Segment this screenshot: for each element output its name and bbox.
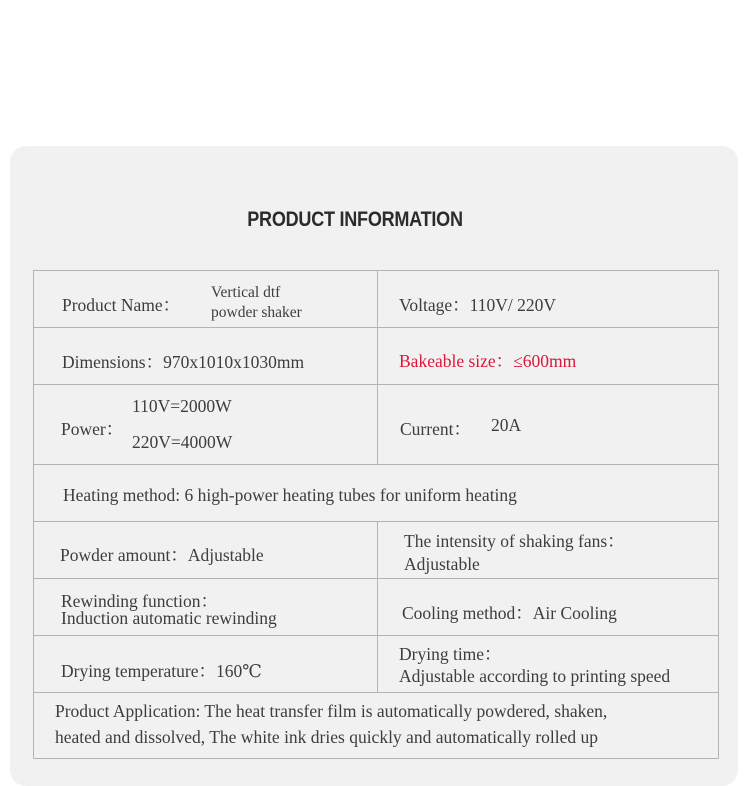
table-row [34,522,719,579]
table-row [34,636,719,693]
voltage-cell [378,271,719,328]
drying-temperature-text: Drying temperature：160℃ [61,661,262,681]
power-220-value: 220V=4000W [132,432,233,452]
shaking-fans-cell [378,522,719,579]
current-value: 20A [491,415,522,435]
application-cell [34,693,719,759]
power-cell [34,385,378,465]
product-name-value [211,283,302,323]
drying-temperature-cell [34,636,378,693]
power-110-value: 110V=2000W [132,396,232,416]
drying-time-label: Drying time： [399,644,502,664]
section-title: PRODUCT INFORMATION [247,208,463,231]
rewinding-label: Rewinding function： [61,591,218,611]
cooling-method-text: Cooling method：Air Cooling [402,603,617,623]
current-cell [378,385,719,465]
drying-time-value: Adjustable according to printing speed [399,666,671,686]
dimensions-cell [34,328,378,385]
rewinding-cell [34,579,378,636]
product-name-line: powder shaker [211,304,302,321]
power-label: Power： [61,419,124,439]
heating-method-text: Heating method: 6 high-power heating tubes for uniform heating [63,485,517,505]
table-row [34,328,719,385]
table-row [34,693,719,759]
powder-amount-text: Powder amount：Adjustable [60,545,264,565]
shaking-fans-label: The intensity of shaking fans： [404,531,625,551]
table-row [34,271,719,328]
bakeable-size-cell [378,328,719,385]
bakeable-size-text: Bakeable size：≤600mm [399,351,577,371]
cooling-method-cell [378,579,719,636]
shaking-fans-value: Adjustable [404,554,480,574]
table-row [34,385,719,465]
application-line: Product Application: The heat transfer film is automatically powdered, shaken, [55,701,608,721]
table-row [34,465,719,522]
product-name-cell [34,271,378,328]
spec-table [33,270,719,759]
drying-time-cell [378,636,719,693]
voltage-text: Voltage：110V/ 220V [399,295,557,315]
table-row [34,579,719,636]
product-name-line: Vertical dtf [211,284,281,301]
heating-method-cell [34,465,719,522]
current-label: Current： [400,419,471,439]
product-name-label: Product Name： [62,295,181,315]
dimensions-text: Dimensions：970x1010x1030mm [62,352,305,372]
application-line: heated and dissolved, The white ink dries quickly and automatically rolled up [55,727,599,747]
rewinding-value: Induction automatic rewinding [61,608,277,628]
powder-amount-cell [34,522,378,579]
